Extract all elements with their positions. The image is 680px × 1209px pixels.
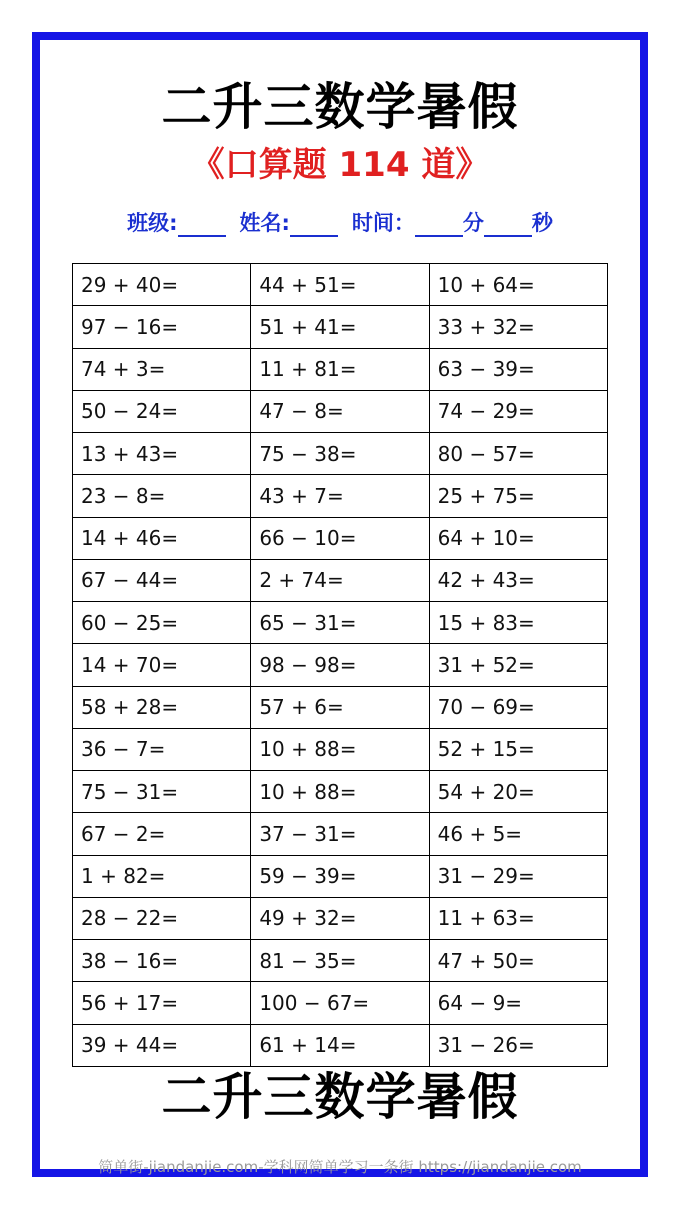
problem-cell: 15 + 83= [429, 602, 607, 644]
problem-cell: 100 − 67= [251, 982, 429, 1024]
problem-cell: 65 − 31= [251, 602, 429, 644]
problem-cell: 47 − 8= [251, 390, 429, 432]
problem-cell: 42 + 43= [429, 559, 607, 601]
problem-cell: 80 − 57= [429, 433, 607, 475]
problem-cell: 14 + 70= [73, 644, 251, 686]
table-row [73, 559, 608, 601]
table-row [73, 517, 608, 559]
class-label: 班级: [127, 211, 178, 235]
problem-cell: 58 + 28= [73, 686, 251, 728]
problem-cell: 74 + 3= [73, 348, 251, 390]
second-label: 秒 [531, 211, 553, 235]
problem-cell: 51 + 41= [251, 306, 429, 348]
problem-cell: 66 − 10= [251, 517, 429, 559]
table-row [73, 982, 608, 1024]
problem-cell: 31 − 26= [429, 1024, 607, 1067]
problem-cell: 23 − 8= [73, 475, 251, 517]
table-row [73, 644, 608, 686]
table-row [73, 602, 608, 644]
second-blank[interactable] [484, 213, 532, 237]
problem-cell: 74 − 29= [429, 390, 607, 432]
problem-cell: 60 − 25= [73, 602, 251, 644]
problem-cell: 37 − 31= [251, 813, 429, 855]
problem-cell: 1 + 82= [73, 855, 251, 897]
problem-cell: 46 + 5= [429, 813, 607, 855]
problem-cell: 31 − 29= [429, 855, 607, 897]
table-row [73, 306, 608, 348]
problem-cell: 10 + 64= [429, 264, 607, 306]
problem-cell: 36 − 7= [73, 728, 251, 770]
table-row [73, 390, 608, 432]
problem-cell: 39 + 44= [73, 1024, 251, 1067]
name-label: 姓名: [239, 211, 290, 235]
problem-cell: 47 + 50= [429, 940, 607, 982]
problem-cell: 63 − 39= [429, 348, 607, 390]
table-row [73, 728, 608, 770]
problem-cell: 13 + 43= [73, 433, 251, 475]
student-info-line [0, 207, 680, 237]
problem-cell: 38 − 16= [73, 940, 251, 982]
problem-cell: 70 − 69= [429, 686, 607, 728]
table-row [73, 264, 608, 306]
minute-blank[interactable] [415, 213, 463, 237]
problem-cell: 14 + 46= [73, 517, 251, 559]
watermark-text: 简单街-jiandanjie.com-学科网简单学习一条街 https://jiandanjie.com [98, 1158, 582, 1176]
problem-cell: 67 − 2= [73, 813, 251, 855]
problem-cell: 28 − 22= [73, 897, 251, 939]
problem-cell: 25 + 75= [429, 475, 607, 517]
problem-cell: 2 + 74= [251, 559, 429, 601]
table-row [73, 686, 608, 728]
class-blank[interactable] [178, 213, 226, 237]
table-row [73, 940, 608, 982]
problem-cell: 10 + 88= [251, 771, 429, 813]
problem-cell: 33 + 32= [429, 306, 607, 348]
problem-cell: 61 + 14= [251, 1024, 429, 1067]
problem-cell: 10 + 88= [251, 728, 429, 770]
table-row [73, 771, 608, 813]
problem-cell: 64 − 9= [429, 982, 607, 1024]
table-row [73, 855, 608, 897]
problem-cell: 57 + 6= [251, 686, 429, 728]
problem-cell: 54 + 20= [429, 771, 607, 813]
problem-cell: 11 + 81= [251, 348, 429, 390]
page-title: 二升三数学暑假 [161, 78, 519, 136]
problem-cell: 50 − 24= [73, 390, 251, 432]
table-row [73, 348, 608, 390]
problem-cell: 67 − 44= [73, 559, 251, 601]
problem-cell: 75 − 38= [251, 433, 429, 475]
problem-cell: 29 + 40= [73, 264, 251, 306]
problem-cell: 59 − 39= [251, 855, 429, 897]
name-blank[interactable] [290, 213, 338, 237]
table-row [73, 813, 608, 855]
problem-table [72, 263, 608, 1067]
problem-cell: 43 + 7= [251, 475, 429, 517]
minute-label: 分 [462, 211, 484, 235]
problem-cell: 98 − 98= [251, 644, 429, 686]
table-row [73, 433, 608, 475]
time-label: 时间： [351, 211, 415, 235]
problem-cell: 11 + 63= [429, 897, 607, 939]
page-subtitle: 《口算题 114 道》 [190, 145, 490, 185]
problem-cell: 81 − 35= [251, 940, 429, 982]
problem-cell: 64 + 10= [429, 517, 607, 559]
table-row [73, 897, 608, 939]
problem-cell: 49 + 32= [251, 897, 429, 939]
problem-cell: 44 + 51= [251, 264, 429, 306]
table-row [73, 1024, 608, 1067]
problem-cell: 56 + 17= [73, 982, 251, 1024]
problem-cell: 97 − 16= [73, 306, 251, 348]
problem-cell: 52 + 15= [429, 728, 607, 770]
problem-cell: 75 − 31= [73, 771, 251, 813]
problem-cell: 31 + 52= [429, 644, 607, 686]
table-row [73, 475, 608, 517]
footer-title: 二升三数学暑假 [161, 1068, 519, 1126]
problem-table-body [73, 264, 608, 1067]
